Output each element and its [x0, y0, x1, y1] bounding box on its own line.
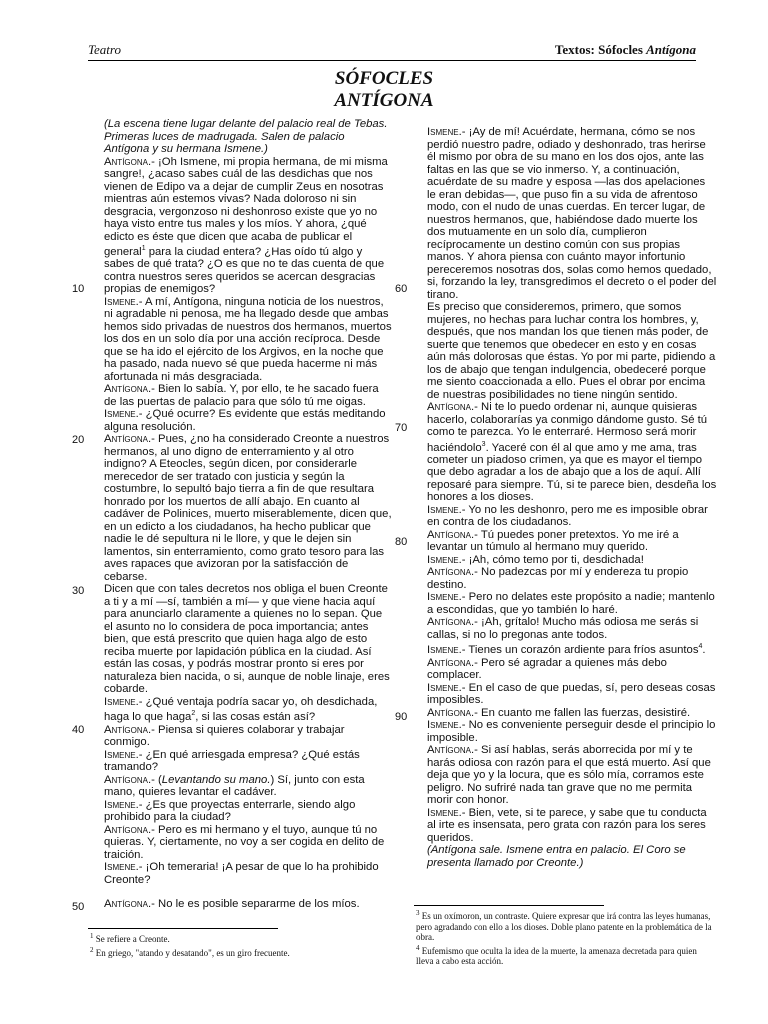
- speech-text: No le es posible separarme de los míos.: [154, 898, 360, 911]
- stage-direction: (Antígona sale. Ismene entra en palacio. El Coro se presenta llamado por Creonte.): [427, 844, 686, 869]
- speech-text: Pero sé agradar a quienes más debo complacer.: [427, 656, 667, 682]
- footnote-text: Eufemismo que oculta la idea de la muerte, la amenaza decretada para quien lleva a cabo esta acción.: [416, 945, 697, 966]
- speech-text: para la ciudad entera? ¿Has oído tú algo y sabes de qué trata? ¿O es que no te das cuenta de que contra nuestros seres queridos se acercan desgracias propias de enemigos?: [104, 245, 385, 296]
- header-author: Sófocles: [598, 42, 647, 57]
- title-work: ANTÍGONA: [334, 90, 434, 111]
- dialogue-paragraph: [427, 504, 717, 529]
- speech-text: En cuanto me fallen las fuerzas, desistiré.: [477, 706, 691, 719]
- speaker-label: Ismene.-: [427, 126, 466, 138]
- dialogue-paragraph: [427, 707, 717, 720]
- dialogue-paragraph: [427, 554, 717, 567]
- speech-text: En el caso de que puedas, sí, pero deseas cosas imposibles.: [427, 681, 716, 707]
- footnote: [90, 931, 390, 945]
- header-title: [555, 42, 696, 58]
- speech-text: Pero es mi hermano y el tuyo, aunque tú no quieras. Y, ciertamente, no voy a ser cogida en delito de traición.: [104, 823, 385, 861]
- speech-text: Tú puedes poner pretextos. Yo me iré a levantar un túmulo al hermano muy querido.: [427, 528, 679, 554]
- speaker-label: Ismene.-: [427, 806, 466, 819]
- speech-text: Pero no delates este propósito a nadie; mantenlo a escondidas, que yo también lo haré.: [427, 591, 715, 616]
- left-column: [104, 118, 392, 911]
- speech-text: ¿Es que proyectas enterrarle, siendo algo prohibido para la ciudad?: [104, 798, 356, 824]
- footnote-text: En griego, "atando y desatando", es un giro frecuente.: [93, 947, 290, 958]
- speaker-label: Antígona.-: [427, 566, 478, 579]
- header-prefix: Textos:: [554, 42, 599, 57]
- speaker-label: Ismene.-: [427, 719, 466, 732]
- speaker-label: Ismene.-: [104, 798, 143, 811]
- dialogue-paragraph: [104, 408, 392, 433]
- speaker-label: Ismene.-: [104, 295, 143, 308]
- speech-text: Bien lo sabía. Y, por ello, te he sacado fuera de las puertas de palacio para que sólo tú me oigas.: [104, 383, 379, 408]
- speech-text: No padezcas por mí y endereza tu propio destino.: [427, 566, 689, 591]
- line-number: 80: [395, 536, 408, 548]
- speaker-label: Antígona.-: [104, 823, 155, 836]
- speaker-label: Antígona.-: [104, 723, 155, 736]
- footnote-text: Se refiere a Creonte.: [93, 934, 170, 944]
- footnote-text: Es un oxímoron, un contraste. Quiere expresar que irá contra las leyes humanas, pero agradando con ello a los dioses. Doble plano patente en la problemática de la obra.: [416, 911, 712, 942]
- dialogue-paragraph: [104, 799, 392, 824]
- speech-text: (: [154, 773, 162, 786]
- dialogue-paragraph: [427, 529, 717, 554]
- speaker-label: Ismene.-: [104, 748, 143, 761]
- speaker-label: Ismene.-: [427, 681, 466, 694]
- speech-text: ¿En qué arriesgada empresa? ¿Qué estás tramando?: [104, 748, 360, 774]
- speaker-label: Antígona.-: [104, 433, 155, 446]
- footnotes-left: [90, 931, 390, 958]
- footnote-rule: [414, 905, 604, 906]
- speaker-label: Antígona.-: [104, 383, 155, 396]
- speaker-label: Antígona.-: [427, 744, 478, 757]
- speech-text: .: [702, 644, 706, 657]
- dialogue-paragraph: Es preciso que consideremos, primero, que somos mujeres, no hechas para luchar contra los hombres, y, después, que nos mandan los que tienen más poder, de suerte que tenemos que obedecer en esto y en cosas aún más dolorosas que éstas. Yo por mi parte, pidiendo a los de abajo que tengan indulgencia, obedeceré porque me siento coaccionada a ello. Pues el obrar por encima de nuestras posibilidades no tiene ningún sentido.: [427, 301, 716, 401]
- footnote: [90, 945, 390, 959]
- dialogue-paragraph: [427, 641, 717, 656]
- dialogue-paragraph: [104, 383, 392, 408]
- dialogue-paragraph: [104, 696, 392, 724]
- footnote-ref: 1: [141, 245, 146, 252]
- footnotes-right: [416, 908, 716, 967]
- speech-text: Pues, ¿no ha considerado Creonte a nuestros hermanos, al uno digno de enterramiento y al otro indigno? A Eteocles, según dicen, por considerarle merecedor de ser tratado con justicia y según la costumbre, lo sepultó bajo tierra a fin de que resultara honrado por los muertos de allí abajo. En cuanto al cadáver de Polinices, muerto miserablemente, dicen que, en un edicto a los ciudadanos, ha hecho publicar que nadie le dé sepultura ni le llore, y que le dejen sin lamentos, sin enterramiento, como grato tesoro para las aves rapaces que avizoran por la satisfacción de cebarse.: [104, 433, 392, 583]
- speaker-label: Ismene.-: [104, 695, 143, 708]
- speech-text: Ni te lo puedo ordenar ni, aunque quisieras hacerlo, colaborarías ya conmigo dándome gusto. Sé tú como te parezca. Yo le enterraré. Hermoso será morir haciéndolo: [427, 401, 708, 454]
- dialogue-paragraph: [104, 749, 392, 774]
- dialogue-paragraph: [427, 616, 717, 641]
- dialogue-paragraph: [427, 744, 717, 807]
- dialogue-paragraph: [104, 433, 392, 583]
- dialogue-paragraph: [104, 724, 392, 749]
- speech-text: ¡Ah, grítalo! Mucho más odiosa me serás si callas, si no lo pregonas ante todos.: [427, 616, 699, 641]
- speech-text: . Yaceré con él al que amo y me ama, tras cometer un piadoso crimen, ya que es mayor el tiempo que debo agradar a los de abajo que a los de aquí. Allí reposaré para siempre. Tú, si te parece bien, desdeña los honores a los dioses.: [427, 441, 717, 504]
- line-number: 40: [72, 724, 85, 736]
- speech-text: ): [270, 773, 275, 786]
- inline-stage-direction: Levantando su mano.: [161, 773, 271, 786]
- dialogue-paragraph: [427, 719, 717, 744]
- speech-text: ¿Qué ventaja podría sacar yo, oh desdichada, haga lo que haga: [104, 695, 378, 724]
- line-number: 30: [72, 585, 85, 597]
- dialogue-paragraph: [427, 807, 717, 845]
- speaker-label: Ismene.-: [104, 408, 143, 421]
- page-header: [88, 40, 696, 61]
- speech-text: Piensa si quieres colaborar y trabajar conmigo.: [104, 723, 345, 749]
- speech-text: Tienes un corazón ardiente para fríos asuntos: [465, 644, 699, 657]
- speech-text: No es conveniente perseguir desde el principio lo imposible.: [427, 719, 716, 744]
- footnote-ref: 3: [481, 440, 486, 448]
- speaker-label: Ismene.-: [427, 591, 466, 604]
- dialogue-paragraph: [104, 774, 392, 799]
- dialogue-paragraph: [104, 296, 392, 384]
- footnote-ref: 4: [698, 643, 703, 651]
- dialogue-paragraph: [427, 682, 717, 707]
- line-number: 10: [72, 283, 85, 295]
- speech-text: , si las cosas están así?: [195, 711, 316, 724]
- speech-text: Sí, junto con esta mano, quieres levantar el cadáver.: [104, 773, 365, 799]
- speech-text: ¡Oh temeraria! ¡A pesar de que lo ha prohibido Creonte?: [104, 861, 379, 886]
- line-number: 60: [395, 283, 408, 295]
- speaker-label: Antígona.-: [427, 656, 478, 669]
- speaker-label: Ismene.-: [104, 861, 143, 874]
- speech-text: ¿Qué ocurre? Es evidente que estás meditando alguna resolución.: [104, 408, 386, 433]
- header-section: Teatro: [88, 42, 121, 57]
- footnote-ref: 2: [191, 710, 196, 718]
- right-column: [427, 126, 717, 869]
- speech-text: ¡Ay de mí! Acuérdate, hermana, cómo se nos perdió nuestro padre, odiado y deshonrado, tras herirse él mismo por obra de su mano en los dos ojos, ante las faltas en las que se vio inmerso. Y, a continuación, acuérdate de su madre y esposa —las dos apelaciones le eran debidas—, que puso fin a su vida de afrentoso modo, con el nudo de unas cuerdas. En tercer lugar, de nuestros hermanos, que, habiéndose dado muerte los dos mutuamente en un solo día, cumplieron recíprocamente un destino común con sus propias manos. Y ahora piensa con cuánto mayor infortunio pereceremos nosotras dos, solas como hemos quedado, si, forzando la ley, transgredimos el decreto o el poder del tirano.: [427, 126, 717, 301]
- speech-text: Yo no les deshonro, pero me es imposible obrar en contra de los ciudadanos.: [427, 503, 708, 529]
- footnote-number: 1: [90, 932, 94, 940]
- speech-text: A mí, Antígona, ninguna noticia de los nuestros, ni agradable ni penosa, me ha llegado desde que ambas hemos sido privadas de nuestros dos hermanos, muertos los dos en un solo día por una acción recíproca. Desde que se ha ido el ejército de los Argivos, en la noche que ha pasado, nada nuevo sé que pueda hacerme ni más afortunada ni más desgraciada.: [104, 295, 392, 383]
- speaker-label: Antígona.-: [427, 706, 478, 719]
- line-number: 70: [395, 422, 408, 434]
- speech-text: ¡Oh Ismene, mi propia hermana, de mi misma sangre!, ¿acaso sabes cuál de las desdichas que nos vienen de Edipo va a dejar de cumplir Zeus en nosotras mientras aún estemos vivas? Nada doloroso ni sin desgracia, vergonzoso ni deshonroso existe que yo no haya visto entre tus males y los míos. Y ahora, ¿qué edicto es éste que dicen que acaba de publicar el general: [104, 155, 388, 258]
- header-work: Antígona: [646, 42, 696, 57]
- dialogue-paragraph: [427, 126, 717, 301]
- dialogue-paragraph: [427, 657, 717, 682]
- speaker-label: Antígona.-: [427, 616, 478, 629]
- dialogue-paragraph: [427, 566, 717, 591]
- dialogue-paragraph: [104, 898, 392, 911]
- dialogue-paragraph: [104, 156, 392, 296]
- speaker-label: Antígona.-: [427, 401, 478, 413]
- speech-text: ¡Ah, cómo temo por ti, desdichada!: [465, 553, 644, 566]
- line-number: 20: [72, 434, 85, 446]
- speech-text: Si así hablas, serás aborrecida por mí y te harás odiosa con razón para el que está muerto. Así que deja que yo y la locura, que es sólo mía, corramos este peligro. No sufriré nada tan grave que no me permita morir con honor.: [427, 744, 711, 807]
- footnote-number: 4: [416, 943, 420, 952]
- line-number: 90: [395, 711, 408, 723]
- stage-direction: (La escena tiene lugar delante del palacio real de Tebas. Primeras luces de madrugada. Salen de palacio Antígona y su hermana Ismene.): [104, 118, 388, 155]
- speaker-label: Ismene.-: [427, 553, 466, 566]
- speaker-label: Antígona.-: [104, 155, 155, 168]
- footnote: [416, 943, 716, 967]
- page-title: [0, 68, 768, 112]
- line-number: 50: [72, 901, 85, 913]
- dialogue-paragraph: [427, 401, 717, 504]
- footnote-rule: [88, 928, 278, 929]
- speaker-label: Ismene.-: [427, 644, 466, 657]
- footnote-number: 3: [416, 909, 420, 917]
- speaker-label: Antígona.-: [104, 898, 155, 911]
- speaker-label: Ismene.-: [427, 503, 466, 516]
- dialogue-paragraph: [427, 591, 717, 616]
- dialogue-paragraph: [104, 861, 392, 886]
- speaker-label: Antígona.-: [427, 528, 478, 541]
- title-author: SÓFOCLES: [334, 68, 434, 89]
- speaker-label: Antígona.-: [104, 773, 155, 786]
- speech-text: Bien, vete, si te parece, y sabe que tu conducta al irte es insensata, pero grata con razón para los seres queridos.: [427, 806, 707, 844]
- footnote-number: 2: [90, 945, 94, 954]
- footnote: [416, 908, 716, 943]
- dialogue-paragraph: [104, 824, 392, 862]
- dialogue-paragraph: Dicen que con tales decretos nos obliga el buen Creonte a ti y a mí —sí, también a mí— y que viene hacia aquí para anunciarlo claramente a quienes no lo sepan. Que el asunto no lo considera de poca importancia; antes bien, que está prescrito que quien haga algo de esto reciba muerte por lapidación pública en la ciudad. Así están las cosas, y podrás mostrar pronto si eres por naturaleza bien nacida, o si, aunque de noble linaje, eres cobarde.: [104, 583, 390, 696]
